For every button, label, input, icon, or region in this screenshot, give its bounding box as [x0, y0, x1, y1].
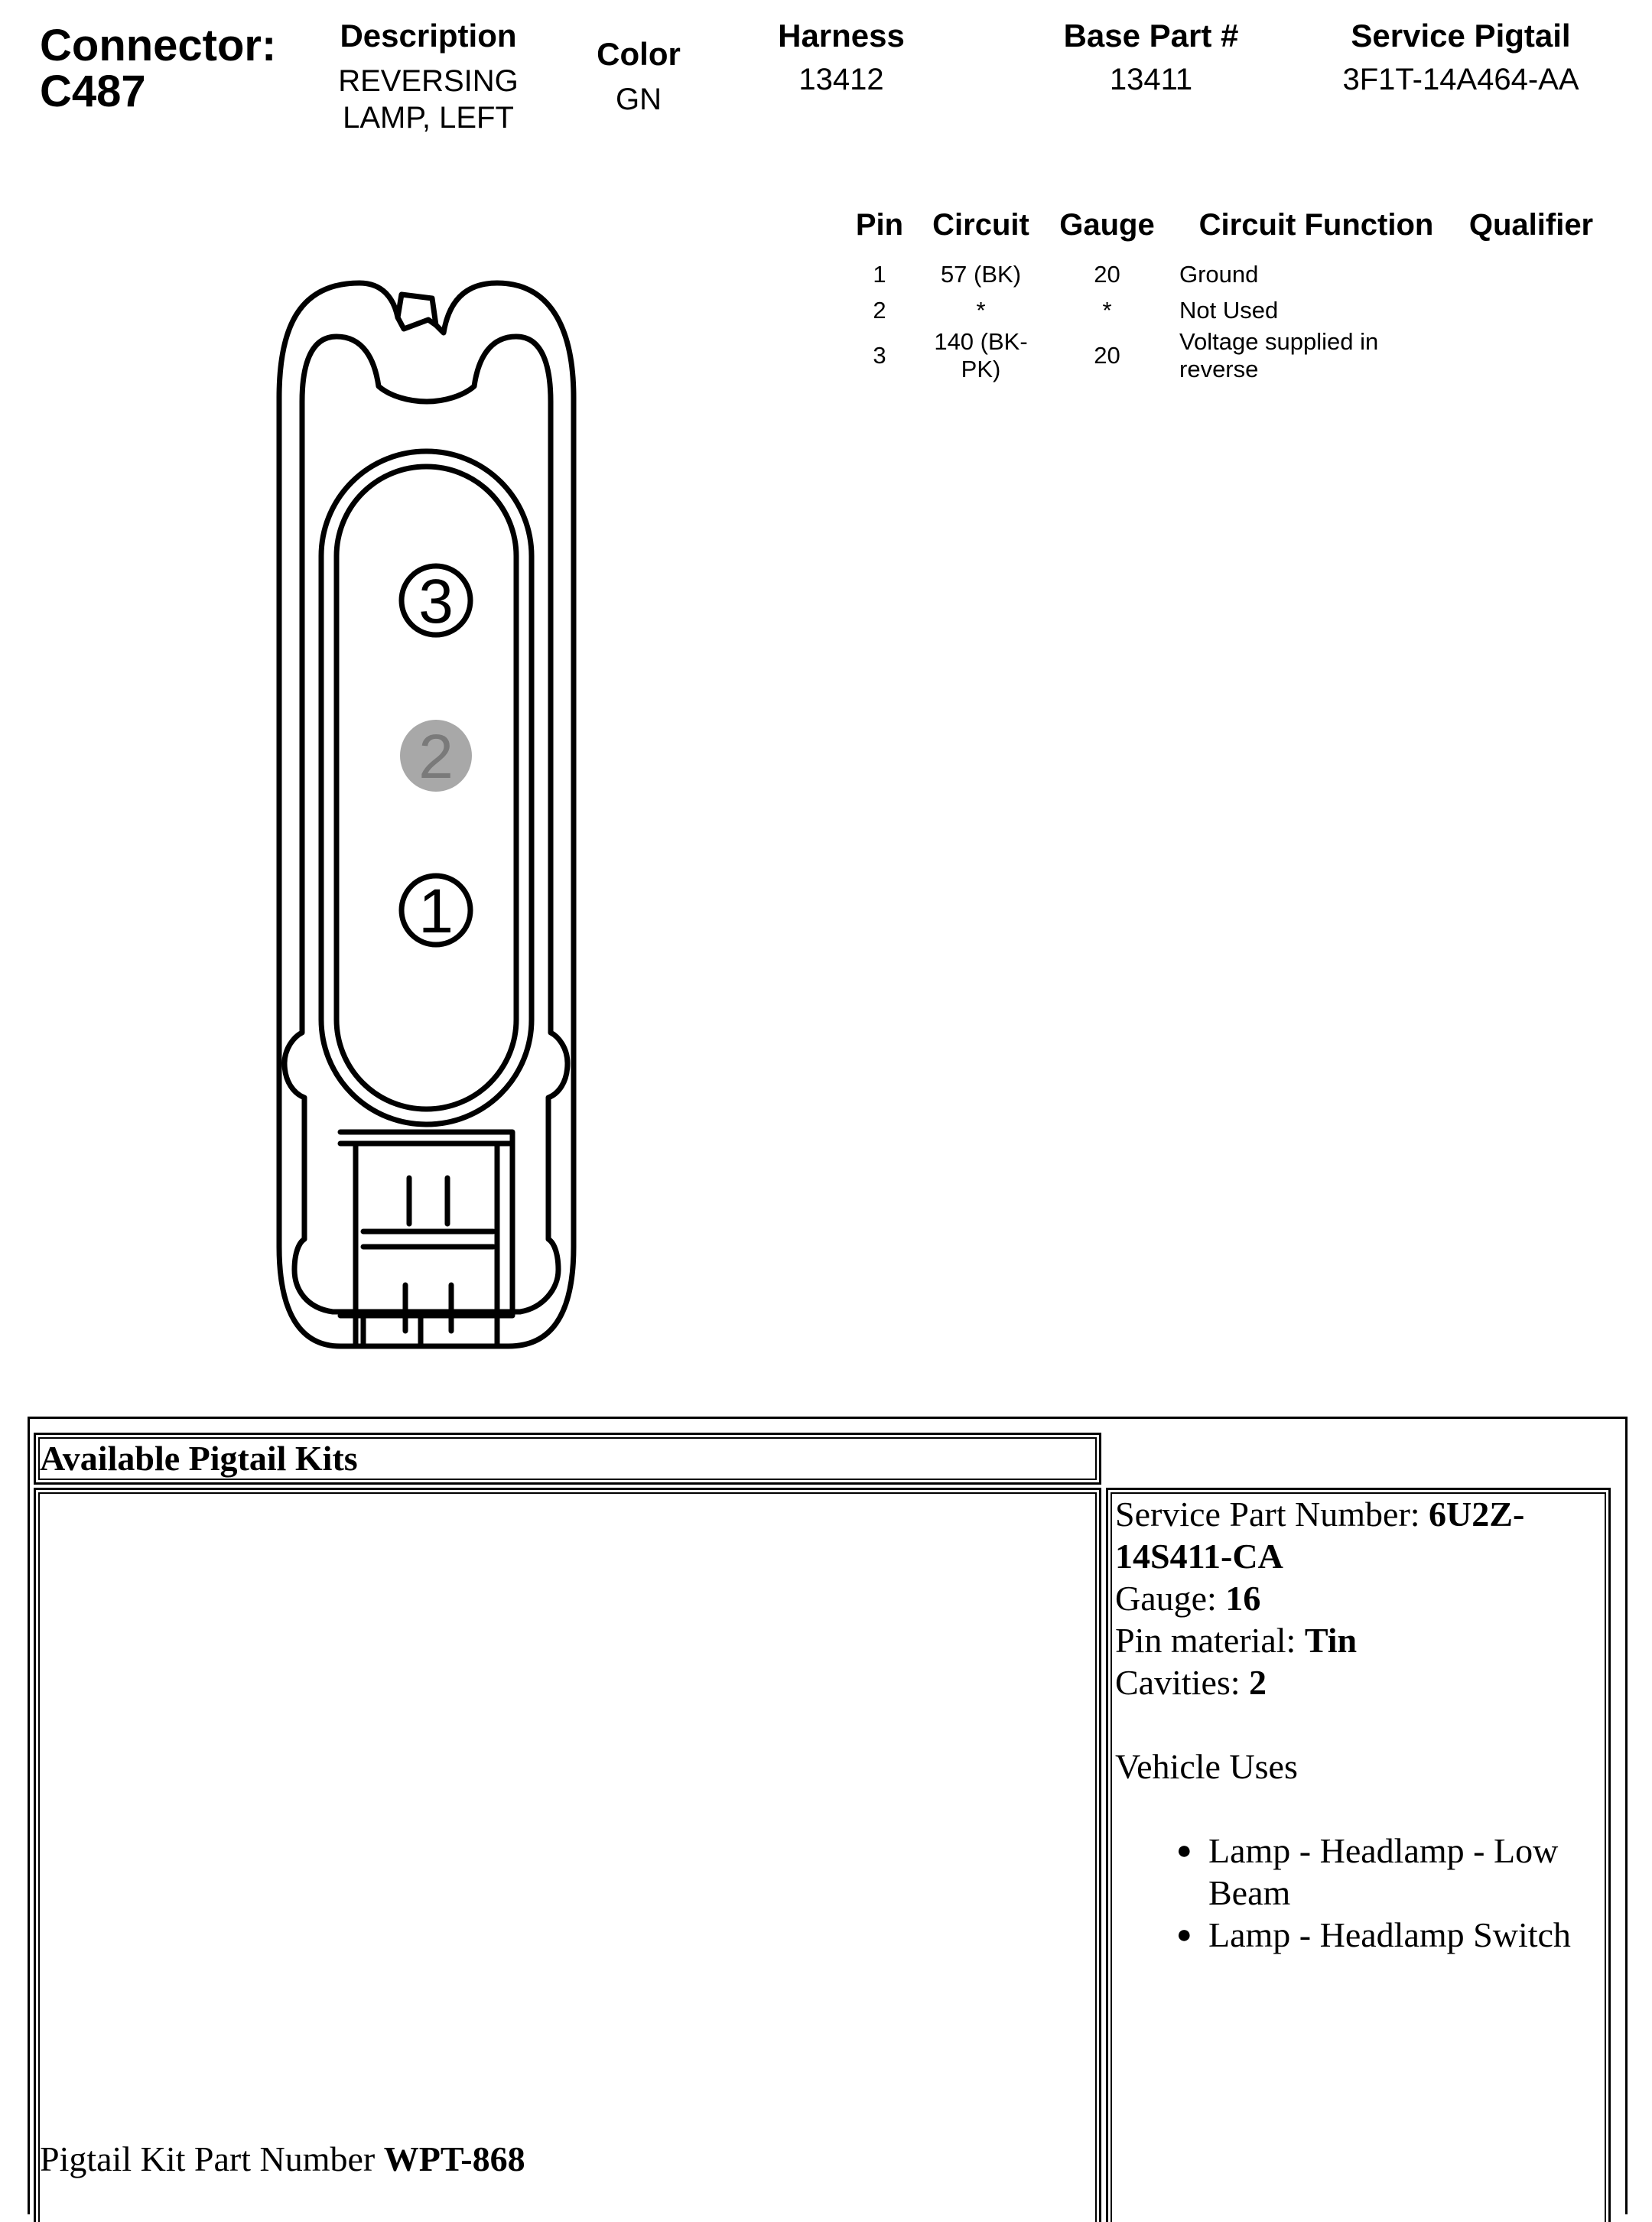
qualifier-cell — [1462, 292, 1600, 328]
kit-label: Pigtail Kit Part Number — [40, 2139, 376, 2178]
column-header-pin: Pin — [855, 208, 904, 242]
pin-3-label: 3 — [418, 567, 454, 636]
table-row — [841, 292, 1600, 328]
cavities-label: Cavities: — [1115, 1663, 1241, 1702]
column-header-circuit-function: Circuit Function — [1198, 208, 1434, 242]
column-header-qualifier: Qualifier — [1468, 208, 1594, 242]
harness-label: Harness — [778, 18, 905, 54]
pin-material-value: Tin — [1304, 1621, 1358, 1660]
description-value — [321, 63, 535, 136]
circuit-cell: 140 (BK-PK) — [934, 328, 1028, 382]
function-cell: Voltage supplied in reverse — [1179, 328, 1379, 382]
list-item — [1115, 1914, 1605, 1956]
color-label: Color — [597, 36, 681, 72]
vehicle-use-1-line-1: Lamp - Headlamp - Low — [1208, 1831, 1559, 1870]
description-column — [321, 18, 535, 136]
description-line-1: REVERSING — [338, 64, 519, 98]
pigtail-image-panel-inner — [38, 1492, 1097, 2222]
pigtail-image-panel — [34, 1488, 1101, 2222]
base-part-label: Base Part # — [1063, 18, 1239, 54]
function-cell: Not Used — [1179, 296, 1279, 324]
base-part-column — [1032, 18, 1270, 98]
lock-tab-outline — [340, 1132, 512, 1316]
service-part-label: Service Part Number: — [1115, 1495, 1420, 1534]
connector-id: C487 — [40, 67, 146, 116]
pin-3 — [402, 566, 470, 636]
gauge-cell: * — [1102, 296, 1112, 324]
spacer — [1115, 1703, 1605, 1745]
service-pigtail-value: 3F1T-14A464-AA — [1342, 63, 1579, 96]
service-part-row-cont — [1115, 1535, 1605, 1577]
column-header-gauge: Gauge — [1059, 208, 1155, 242]
pigtail-heading: Available Pigtail Kits — [40, 1439, 358, 1478]
pin-1 — [402, 876, 470, 946]
pin-2-label: 2 — [418, 722, 454, 792]
connector-label: Connector: — [40, 21, 277, 70]
vehicle-uses-list — [1115, 1830, 1605, 1956]
pigtail-info — [1115, 1493, 1605, 1956]
connector-face-diagram — [268, 260, 589, 1362]
description-label: Description — [340, 18, 517, 54]
function-cell: Ground — [1179, 260, 1259, 288]
pin-table — [841, 208, 1600, 383]
service-pigtail-label: Service Pigtail — [1351, 18, 1571, 54]
description-line-2: LAMP, LEFT — [343, 101, 514, 135]
pin-cell: 1 — [873, 260, 886, 288]
color-column — [581, 37, 696, 118]
pin-material-label: Pin material: — [1115, 1621, 1296, 1660]
service-pigtail-column — [1315, 18, 1606, 98]
service-part-value-1: 6U2Z- — [1429, 1495, 1525, 1534]
service-part-row — [1115, 1493, 1605, 1535]
connector-inner-housing — [285, 337, 567, 1312]
circuit-cell: * — [976, 296, 986, 324]
circuit-cell: 57 (BK) — [940, 260, 1022, 288]
pin-cell: 3 — [873, 342, 886, 369]
list-item — [1115, 1830, 1605, 1914]
column-header-circuit: Circuit — [932, 208, 1029, 242]
vehicle-uses-label: Vehicle Uses — [1115, 1747, 1298, 1786]
gauge-cell: 20 — [1094, 342, 1120, 369]
vehicle-use-1-line-2: Beam — [1208, 1873, 1291, 1912]
harness-value: 13412 — [798, 63, 884, 96]
gauge-row — [1115, 1577, 1605, 1619]
service-part-value-2: 14S411-CA — [1115, 1537, 1283, 1576]
kit-number: WPT-868 — [383, 2139, 525, 2178]
bullet-icon: ● — [1176, 1921, 1192, 1949]
gauge-cell: 20 — [1094, 260, 1120, 288]
gauge-value: 16 — [1225, 1579, 1261, 1618]
harness-column — [757, 18, 925, 98]
cavities-value: 2 — [1249, 1663, 1267, 1702]
pin-table-header — [841, 208, 1600, 256]
vehicle-use-2-line-1: Lamp - Headlamp Switch — [1208, 1915, 1571, 1954]
latch-notch — [398, 317, 436, 329]
table-row — [841, 256, 1600, 292]
table-row — [841, 328, 1600, 383]
color-value: GN — [616, 83, 662, 116]
gauge-label: Gauge: — [1115, 1579, 1217, 1618]
pin-material-row — [1115, 1619, 1605, 1661]
connector-title — [40, 23, 276, 115]
bullet-icon: ● — [1176, 1836, 1192, 1865]
pin-1-label: 1 — [418, 877, 454, 946]
pigtail-kit-part-number — [40, 2138, 525, 2181]
pin-2 — [400, 720, 472, 792]
qualifier-cell — [1462, 256, 1600, 292]
pin-cell: 2 — [873, 296, 886, 324]
qualifier-cell — [1462, 328, 1600, 383]
base-part-value: 13411 — [1109, 63, 1193, 96]
cavities-row — [1115, 1661, 1605, 1703]
